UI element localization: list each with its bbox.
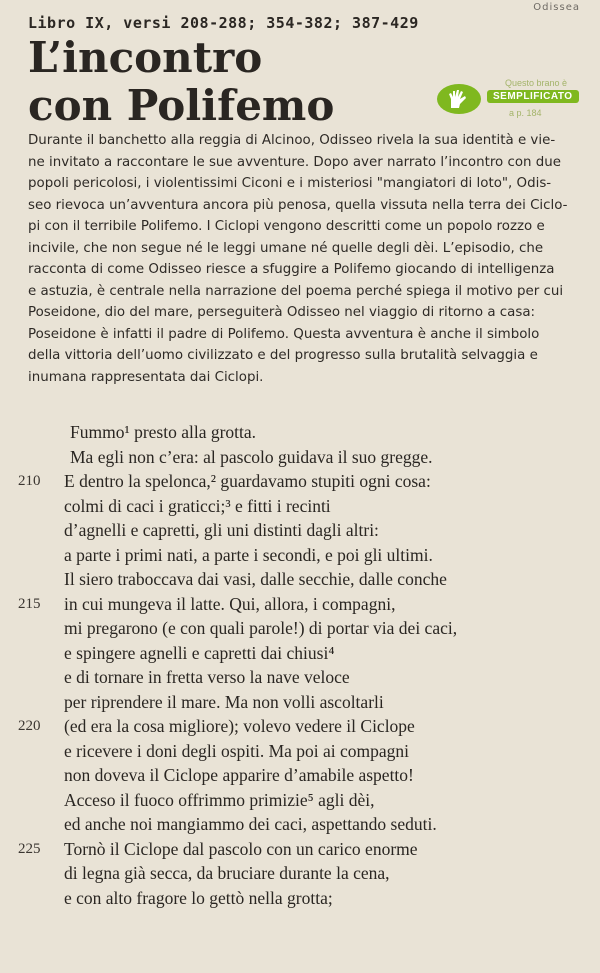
verse-text: d’agnelli e capretti, gli uni distinti dagli altri: [64,520,379,540]
verse-text: mi pregarono (e con quali parole!) di portar via dei caci, [64,618,458,638]
verse-number: 225 [18,840,41,857]
title-line-2: con Polifemo [28,81,335,130]
verse-text: in cui mungeva il latte. Qui, allora, i compagni, [64,593,396,614]
verse-text: a parte i primi nati, a parte i secondi, e poi gli ultimi. [64,544,433,565]
verse-text: non doveva il Ciclope apparire d’amabile aspetto! [64,765,414,785]
verse-line [18,861,598,886]
verse-text: Acceso il fuoco offrimmo primizie⁵ agli dèi, [64,789,375,810]
verse-line [18,763,598,788]
chapter-title [28,34,334,130]
verse-text: Ma egli non c’era: al pascolo guidava il suo gregge. [70,446,433,467]
verse-line [18,518,598,543]
verse-text: colmi di caci i graticci;³ e fitti i recinti [64,495,331,516]
intro-line: Durante il banchetto alla reggia di Alcinoo, Odisseo rivela la sua identità e vie- [28,133,556,148]
verse-number: 220 [18,718,41,734]
verse-text: e ricevere i doni degli ospiti. Ma poi ai compagni [64,740,410,761]
verse-text: Fummo¹ presto alla grotta. [70,422,257,442]
intro-line: ne invitato a raccontare le sue avventure. Dopo aver narrato l’incontro con due [28,154,561,170]
verse-line [18,494,598,519]
verse-line [18,665,598,690]
badge-label: SEMPLIFICATO [487,90,579,103]
verse-text: di legna già secca, da bruciare durante la cena, [64,863,390,883]
verse-line [18,616,598,641]
verse-text: e spingere agnelli e capretti dai chiusi⁴ [64,642,335,663]
intro-line: seo rievoca un’avventura ancora più penosa, quella vissuta nella terra dei Ciclo- [28,197,568,213]
verse-line [18,592,598,617]
intro-line: Poseidone è infatti il padre di Polifemo. Questa avventura è anche il simbolo [28,326,540,342]
verse-line [18,739,598,764]
intro-line: e astuzia, è centrale nella narrazione del poema perché spiega il motivo per cui [28,283,564,299]
verse-text: per riprendere il mare. Ma non volli ascoltarli [64,691,384,712]
verse-line [18,567,598,592]
intro-line: racconta di come Odisseo riesce a sfuggire a Polifemo giocando di intelligenza [28,262,555,277]
verse-line [18,788,598,813]
intro-line: pi con il terribile Polifemo. I Ciclopi vengono descritti come un popolo rozzo e [28,219,545,234]
verse-line [18,886,598,911]
verse-number: 210 [18,473,41,489]
intro-line: popoli pericolosi, i violentissimi Ciconi e i misteriosi "mangiatori di loto", Odis- [28,176,552,191]
intro-paragraph [28,130,596,388]
intro-line: inumana rappresentata dai Ciclopi. [28,369,264,385]
badge-caption: Questo brano è [505,78,568,88]
title-line-1: L’incontro [28,33,263,82]
intro-line: Poseidone, dio del mare, perseguiterà Odisseo nel viaggio di ritorno a casa: [28,305,536,320]
verse-text: Tornò il Ciclope dal pascolo con un carico enorme [64,838,418,859]
hand-icon [437,84,481,114]
verse-line [18,543,598,568]
verse-line [18,812,598,837]
source-reference: Libro IX, versi 208-288; 354-382; 387-429 [28,14,419,32]
verse-text: (ed era la cosa migliore); volevo vedere il Ciclope [64,716,415,736]
verse-text: e di tornare in fretta verso la nave veloce [64,667,350,687]
verse-text: E dentro la spelonca,² guardavamo stupiti ogni cosa: [64,471,431,491]
intro-line: della vittoria dell’uomo civilizzato e del progresso sulla brutalità selvaggia e [28,348,538,363]
verse-line [18,641,598,666]
verse-line [18,469,598,494]
verse-text: e con alto fragore lo gettò nella grotta; [64,887,333,908]
verse-text: ed anche noi mangiammo dei caci, aspettando seduti. [64,814,437,834]
poem-text [18,420,598,910]
badge-page-ref: a p. 184 [509,108,542,118]
verse-line [18,714,598,739]
verse-line [18,837,598,862]
running-head: Odissea [533,2,580,13]
verse-line [18,445,598,470]
verse-line [18,420,598,445]
verse-number: 215 [18,595,41,612]
simplified-badge [437,78,587,124]
intro-line: incivile, che non segue né le leggi umane né quelle degli dèi. L’episodio, che [28,240,544,256]
verse-line [18,690,598,715]
verse-text: Il siero traboccava dai vasi, dalle secchie, dalle conche [64,569,447,589]
